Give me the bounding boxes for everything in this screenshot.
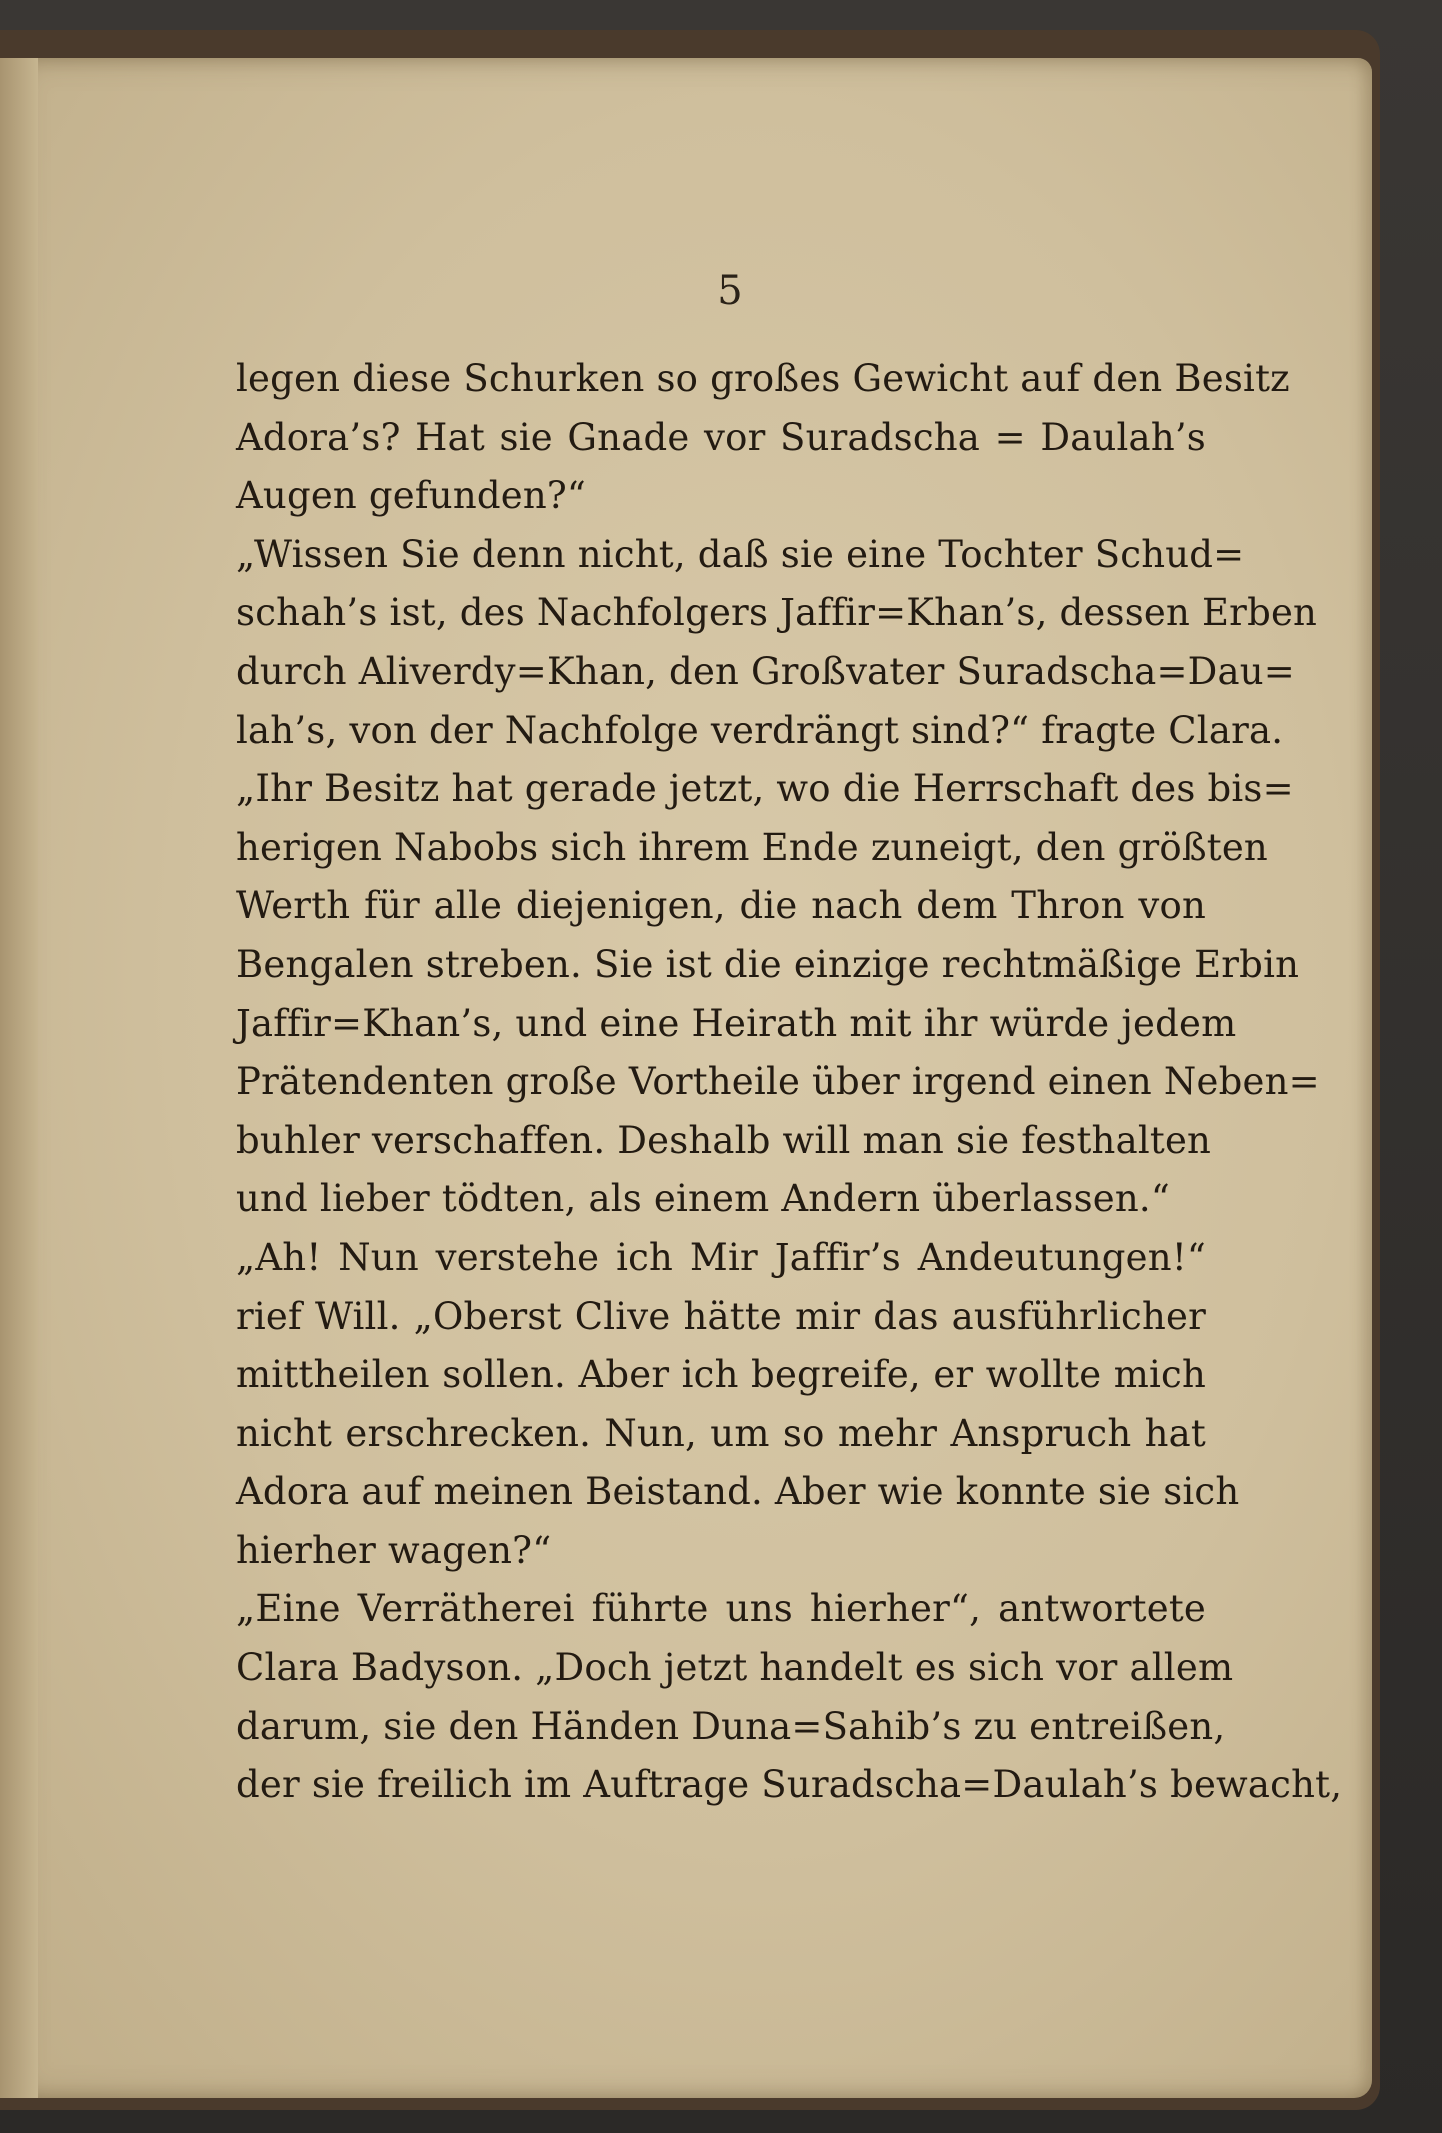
text-line: Bengalen streben. Sie ist die einzige rechtmäßige Erbin — [236, 942, 1300, 986]
text-line: legen diese Schurken so großes Gewicht auf den Besitz — [236, 357, 1290, 400]
text-line: Jaffir=Khan’s, und eine Heirath mit ihr würde jedem — [236, 1001, 1237, 1045]
text-line: „Ah! Nun verstehe ich Mir Jaffir’s Andeutungen!“ — [236, 1235, 1206, 1279]
text-line: Augen gefunden?“ — [236, 474, 587, 518]
text-line: und lieber tödten, als einem Andern überlassen.“ — [236, 1177, 1170, 1221]
text-line: der sie freilich im Auftrage Suradscha=Daulah’s bewacht, — [236, 1763, 1343, 1807]
text-line: Adora auf meinen Beistand. Aber wie konnte sie sich — [236, 1470, 1240, 1514]
text-line: Prätendenten große Vortheile über irgend einen Neben= — [236, 1060, 1320, 1104]
text-line: Werth für alle diejenigen, die nach dem Thron von — [236, 884, 1206, 928]
book-spine — [0, 58, 38, 2098]
text-line: lah’s, von der Nachfolge verdrängt sind?“ fragte Clara. — [236, 708, 1284, 752]
body-text — [236, 350, 1343, 1815]
text-line: Clara Badyson. „Doch jetzt handelt es sich vor allem — [236, 1646, 1234, 1690]
text-line: hierher wagen?“ — [236, 1528, 552, 1572]
text-line: „Ihr Besitz hat gerade jetzt, wo die Herrschaft des bis= — [236, 767, 1294, 811]
text-line: Adora’s? Hat sie Gnade vor Suradscha = Daulah’s — [236, 415, 1206, 459]
text-line: darum, sie den Händen Duna=Sahib’s zu entreißen, — [236, 1704, 1226, 1748]
text-line: durch Aliverdy=Khan, den Großvater Suradscha=Dau= — [236, 649, 1296, 693]
text-line: nicht erschrecken. Nun, um so mehr Anspruch hat — [236, 1411, 1206, 1455]
text-line: „Wissen Sie denn nicht, daß sie eine Tochter Schud= — [236, 532, 1245, 576]
text-line: herigen Nabobs sich ihrem Ende zuneigt, den größten — [236, 825, 1268, 869]
text-line: schah’s ist, des Nachfolgers Jaffir=Khan’s, dessen Erben — [236, 591, 1318, 635]
text-line: buhler verschaffen. Deshalb will man sie festhalten — [236, 1118, 1212, 1162]
text-line: rief Will. „Oberst Clive hätte mir das ausführlicher — [236, 1294, 1206, 1338]
page-number: 5 — [717, 268, 743, 314]
text-line: „Eine Verrätherei führte uns hierher“, antwortete — [236, 1587, 1206, 1631]
text-line: mittheilen sollen. Aber ich begreife, er wollte mich — [236, 1353, 1206, 1397]
